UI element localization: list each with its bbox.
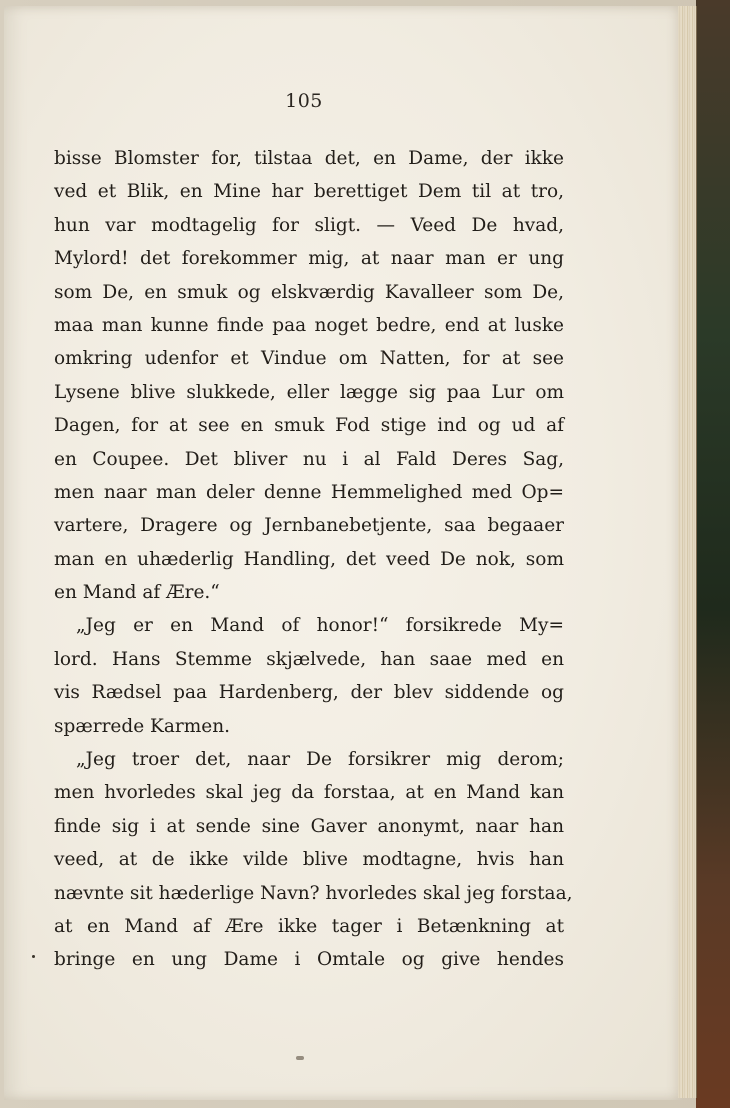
text-line: at en Mand af Ære ikke tager i Betænkning at (54, 915, 564, 937)
text-line: omkring udenfor et Vindue om Natten, for at see (54, 348, 564, 370)
text-line: ved et Blik, en Mine har berettiget Dem til at tro, (54, 181, 564, 203)
text-line: Mylord! det forekommer mig, at naar man er ung (54, 248, 564, 270)
text-line: veed, at de ikke vilde blive modtagne, hvis han (54, 849, 564, 871)
text-line: hun var modtagelig for sligt. — Veed De hvad, (54, 214, 564, 236)
page-smudge (296, 1056, 304, 1060)
body-text (54, 142, 573, 977)
text-line: Dagen, for at see en smuk Fod stige ind og ud af (54, 415, 564, 437)
text-line: nævnte sit hæderlige Navn? hvorledes skal jeg forstaa, (54, 882, 573, 904)
text-line: men hvorledes skal jeg da forstaa, at en Mand kan (54, 782, 564, 804)
text-line: vartere, Dragere og Jernbanebetjente, saa begaaer (54, 515, 564, 537)
text-line: vis Rædsel paa Hardenberg, der blev siddende og (54, 682, 564, 704)
text-line: bringe en ung Dame i Omtale og give hendes (54, 949, 564, 971)
text-line: maa man kunne finde paa noget bedre, end at luske (54, 314, 564, 336)
text-line: finde sig i at sende sine Gaver anonymt, naar han (54, 815, 564, 837)
book-page (4, 6, 682, 1100)
text-line: bisse Blomster for, tilstaa det, en Dame, der ikke (54, 148, 564, 169)
text-line: en Mand af Ære.“ (54, 582, 220, 604)
book-cover-background (696, 0, 730, 1108)
text-line: en Coupee. Det bliver nu i al Fald Deres Sag, (54, 448, 564, 470)
margin-mark (32, 955, 35, 958)
page-edges (678, 6, 697, 1098)
text-line: „Jeg troer det, naar De forsikrer mig derom; (76, 749, 564, 771)
text-line: „Jeg er en Mand of honor!“ forsikrede My= (76, 615, 564, 637)
page-number: 105 (285, 90, 323, 112)
text-line: Lysene blive slukkede, eller lægge sig paa Lur om (54, 381, 564, 403)
text-line: lord. Hans Stemme skjælvede, han saae med en (54, 648, 564, 670)
text-line: man en uhæderlig Handling, det veed De nok, som (54, 548, 564, 570)
text-line: spærrede Karmen. (54, 715, 231, 737)
text-line: men naar man deler denne Hemmelighed med Op= (54, 481, 564, 503)
text-line: som De, en smuk og elskværdig Kavalleer som De, (54, 281, 564, 303)
